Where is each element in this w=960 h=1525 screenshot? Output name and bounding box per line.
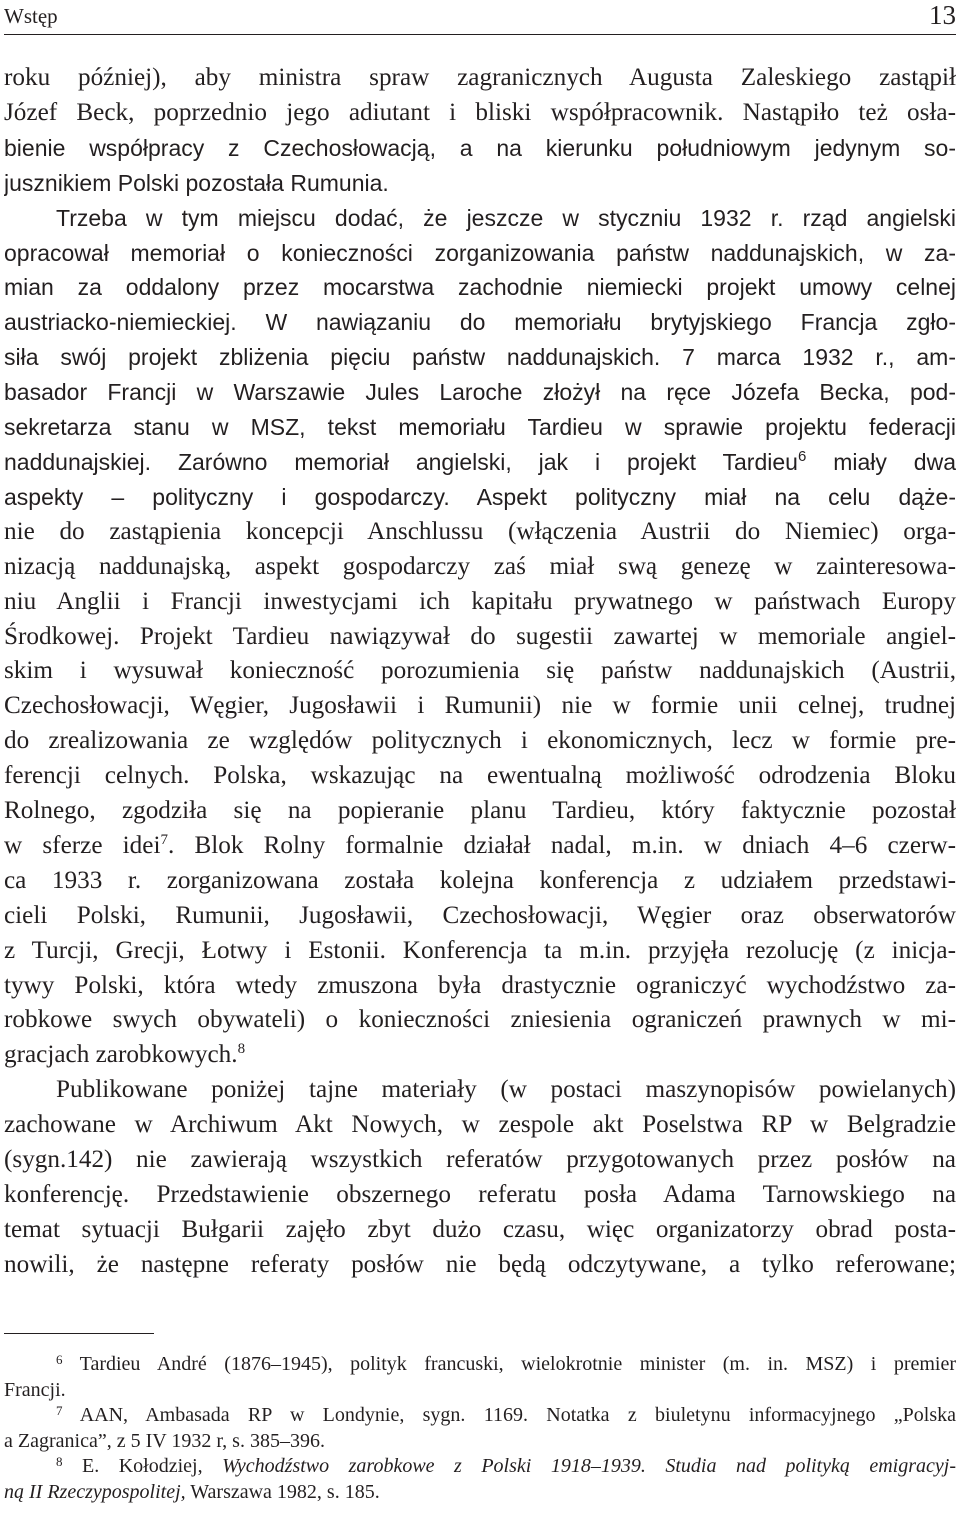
body-line-text: naddunajskiej. Zarówno memoriał angielski, jak i projekt Tardieu — [4, 448, 798, 475]
body-line-text: do zrealizowania ze względów politycznych i ekonomicznych, lecz w formie pre- — [4, 727, 956, 755]
body-line — [4, 899, 956, 934]
body-line-text: konferencję. Przedstawienie obszernego referatu posła Adama Tarnowskiego na — [4, 1181, 956, 1208]
body-line-text: Środkowej. Projekt Tardieu nawiązywał do sugestii zawartej w memoriale angiel- — [4, 622, 956, 650]
body-line-text-after: miały dwa — [806, 448, 956, 475]
body-line-text: nizacją naddunajską, aspekt gospodarczy zaś miał swą genezę w zainteresowa- — [4, 552, 956, 580]
body-line-text: aspekty – polityczny i gospodarczy. Aspekt polityczny miał na celu dąże- — [4, 483, 956, 510]
body-line-text: sekretarza stanu w MSZ, tekst memoriału Tardieu w sprawie projektu federacji — [4, 414, 956, 441]
body-line — [4, 1003, 956, 1038]
page-number: 13 — [929, 0, 956, 30]
footnote-7-line-2: a Zagranica”, z 5 IV 1932 r, s. 385–396. — [4, 1429, 325, 1452]
body-line-text: opracował memoriał o konieczności zorganizowania państw naddunajskich, w za- — [4, 239, 956, 266]
footnote-6-number: 6 — [56, 1352, 63, 1367]
body-text — [4, 61, 956, 1283]
body-line-text: austriacko-niemieckiej. W nawiązaniu do memoriału brytyjskiego Francja zgło- — [4, 309, 956, 336]
body-line — [4, 515, 956, 550]
body-line — [4, 270, 956, 305]
footnote-6-text: Tardieu André (1876–1945), polityk francuski, wielokrotnie minister (m. in. MSZ) i premier — [79, 1353, 956, 1375]
body-line — [4, 305, 956, 340]
body-line-text: nowili, że następne referaty posłów nie będą odczytywane, a tylko referowane; — [4, 1250, 956, 1278]
body-line — [4, 934, 956, 969]
body-line-text: temat sytuacji Bułgarii zajęło zbyt dużo czasu, więc organizatorzy obrad posta- — [4, 1215, 956, 1243]
footnote-8-number: 8 — [56, 1454, 63, 1470]
body-line — [4, 724, 956, 759]
body-line — [4, 969, 956, 1004]
body-line — [4, 61, 956, 96]
body-line-text: bienie współpracy z Czechosłowacją, a na kierunku południowym jedynym so- — [4, 134, 956, 161]
body-line — [4, 1073, 956, 1108]
body-line — [4, 96, 956, 131]
running-header — [4, 0, 956, 35]
body-line — [4, 410, 956, 445]
footnote-8-title-cont: ną II Rzeczypospolitej, — [4, 1480, 186, 1503]
body-line-text: Rolnego, zgodziła się na popieranie planu Tardieu, który faktycznie pozostał — [4, 797, 956, 825]
body-line-text: Józef Beck, poprzednio jego adiutant i bliski współpracownik. Nastąpiło też osła- — [4, 98, 956, 126]
footnote-7-text: AAN, Ambasada RP w Londynie, sygn. 1169. Notatka z biuletynu informacyjnego „Polska — [79, 1404, 956, 1427]
body-line-text: w sferze idei — [4, 831, 161, 859]
footnote-8-author: E. Kołodziej, — [82, 1455, 223, 1478]
body-line-text: Publikowane poniżej tajne materiały (w postaci maszynopisów powielanych) — [56, 1076, 956, 1104]
body-line — [4, 340, 956, 375]
footnote-6-line-2: Francji. — [4, 1378, 66, 1401]
footnotes — [4, 1352, 956, 1506]
body-line — [4, 375, 956, 410]
footnote-8-line — [4, 1454, 956, 1480]
body-line-text: z Turcji, Grecji, Łotwy i Estonii. Konferencja ta m.in. przyjęła rezolucję (z inicja- — [4, 936, 956, 964]
body-line-text: cieli Polski, Rumunii, Jugosławii, Czechosłowacji, Węgier oraz obserwatorów — [4, 901, 956, 929]
body-line-text: Trzeba w tym miejscu dodać, że jeszcze w styczniu 1932 r. rząd angielski — [56, 204, 956, 231]
body-line-text: ferencji celnych. Polska, wskazując na ewentualną możliwość odrodzenia Bloku — [4, 762, 956, 790]
body-line — [4, 585, 956, 620]
body-line — [4, 689, 956, 724]
body-line-text: tywy Polski, która wtedy zmuszona była drastycznie ograniczyć wychodźstwo za- — [4, 971, 956, 999]
body-line-text: ca 1933 r. zorganizowana została kolejna konferencja z udziałem przedstawi- — [4, 866, 956, 894]
footnote-7-line — [4, 1403, 956, 1429]
body-line — [4, 829, 956, 864]
body-line-text: roku później), aby ministra spraw zagranicznych Augusta Zaleskiego zastąpił — [4, 64, 956, 91]
body-line — [4, 794, 956, 829]
body-line — [4, 201, 956, 236]
body-line-text-after: . Blok Rolny formalnie działał nadal, m.in. w dniach 4–6 czerw- — [167, 831, 956, 859]
body-line — [4, 1178, 956, 1213]
body-line-text: siła swój projekt zbliżenia pięciu państw naddunajskich. 7 marca 1932 r., am- — [4, 344, 956, 371]
footnote-rule — [4, 1333, 154, 1334]
footnote-reference: 6 — [797, 447, 807, 465]
body-line — [4, 1108, 956, 1143]
body-line — [4, 864, 956, 899]
body-line — [4, 131, 956, 166]
body-line — [4, 1248, 956, 1283]
footnote-reference: 8 — [237, 1041, 246, 1058]
body-line-text: mian za oddalony przez mocarstwa zachodnie niemiecki projekt umowy celnej — [4, 274, 956, 301]
body-line — [4, 550, 956, 585]
body-line — [4, 1143, 956, 1178]
body-line — [4, 445, 956, 480]
body-line-text: basador Francji w Warszawie Jules Laroche złożył na ręce Józefa Becka, pod- — [4, 379, 956, 406]
body-line — [4, 759, 956, 794]
footnote-6-line — [4, 1352, 956, 1378]
footnote-8-publication: Warszawa 1982, s. 185. — [185, 1480, 380, 1503]
body-line — [4, 654, 956, 689]
footnote-8-title: Wychodźstwo zarobkowe z Polski 1918–1939. Studia nad polityką emigracyj- — [222, 1455, 956, 1478]
body-line — [4, 166, 956, 201]
body-line — [4, 620, 956, 655]
body-line — [4, 480, 956, 515]
footnote-reference: 7 — [160, 831, 168, 848]
footnote-8-line-2 — [4, 1480, 956, 1506]
body-line-text: jusznikiem Polski pozostała Rumunia. — [4, 169, 389, 196]
body-line — [4, 1038, 956, 1073]
body-line-text: niu Anglii i Francji inwestycjami ich kapitału prywatnego w państwach Europy — [4, 587, 956, 615]
body-line-text: zachowane w Archiwum Akt Nowych, w zespole akt Poselstwa RP w Belgradzie — [4, 1111, 956, 1139]
body-line-text: robkowe swych obywateli) o konieczności zniesienia ograniczeń prawnych w mi- — [4, 1006, 956, 1034]
footnote-7-number: 7 — [56, 1403, 63, 1419]
body-line-text: skim i wysuwał konieczność porozumienia się państw naddunajskich (Austrii, — [4, 657, 956, 685]
body-line — [4, 1213, 956, 1248]
section-title: Wstęp — [4, 4, 58, 28]
body-line — [4, 236, 956, 271]
body-line-text: gracjach zarobkowych. — [4, 1041, 238, 1069]
body-line-text: Czechosłowacji, Węgier, Jugosławii i Rumunii) nie w formie unii celnej, trudnej — [4, 692, 956, 720]
body-line-text: (sygn.142) nie zawierają wszystkich referatów przygotowanych przez posłów na — [4, 1146, 956, 1174]
body-line-text: nie do zastąpienia koncepcji Anschlussu (włączenia Austrii do Niemiec) orga- — [4, 517, 956, 545]
